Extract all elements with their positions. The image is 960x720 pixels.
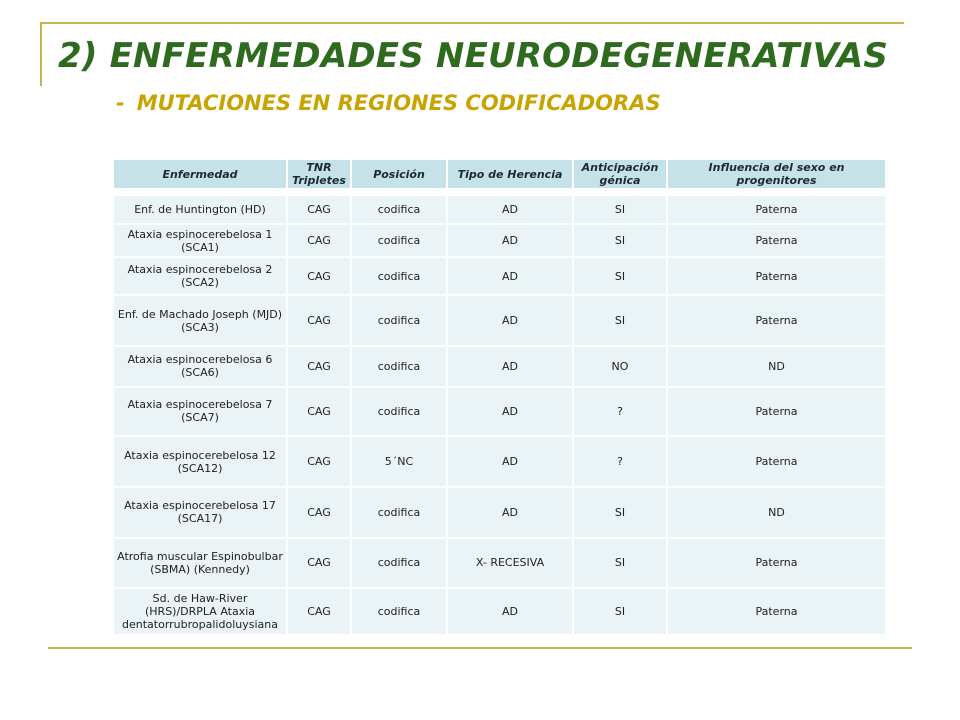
cell-anticipation: SI — [574, 296, 666, 345]
frame-bottom-line — [48, 647, 912, 649]
cell-triplet: CAG — [288, 437, 350, 486]
cell-anticipation: SI — [574, 539, 666, 588]
table-row — [114, 196, 885, 223]
header-anticipacion: Anticipación génica — [574, 160, 666, 188]
cell-parent-sex: Paterna — [668, 225, 885, 255]
cell-triplet: CAG — [288, 258, 350, 295]
header-tipo-herencia: Tipo de Herencia — [448, 160, 572, 188]
subtitle-dash: - — [116, 91, 125, 115]
cell-anticipation: SI — [574, 225, 666, 255]
cell-parent-sex: Paterna — [668, 539, 885, 588]
slide-title: 2) ENFERMEDADES NEURODEGENERATIVAS — [58, 36, 889, 76]
cell-triplet: CAG — [288, 539, 350, 588]
table-row — [114, 296, 885, 345]
cell-disease: Atrofia muscular Espinobulbar (SBMA) (Kennedy) — [114, 539, 286, 588]
slide-subtitle: MUTACIONES EN REGIONES CODIFICADORAS — [136, 91, 661, 115]
table-row — [114, 258, 885, 295]
header-influencia-sexo: Influencia del sexo en progenitores — [668, 160, 885, 188]
cell-position: codifica — [352, 589, 446, 634]
cell-anticipation: SI — [574, 488, 666, 537]
cell-disease: Enf. de Huntington (HD) — [114, 196, 286, 223]
cell-inheritance: AD — [448, 437, 572, 486]
table-row — [114, 347, 885, 386]
cell-parent-sex: Paterna — [668, 388, 885, 436]
cell-parent-sex: Paterna — [668, 296, 885, 345]
cell-inheritance: AD — [448, 589, 572, 634]
table-row — [114, 388, 885, 436]
cell-triplet: CAG — [288, 488, 350, 537]
header-enfermedad: Enfermedad — [114, 160, 286, 188]
slide-subtitle-wrap — [116, 88, 936, 118]
cell-inheritance: AD — [448, 296, 572, 345]
table-row — [114, 225, 885, 255]
cell-disease: Enf. de Machado Joseph (MJD) (SCA3) — [114, 296, 286, 345]
cell-position: codifica — [352, 388, 446, 436]
cell-triplet: CAG — [288, 196, 350, 223]
frame-top-line — [40, 22, 904, 24]
cell-triplet: CAG — [288, 589, 350, 634]
cell-parent-sex: ND — [668, 488, 885, 537]
table-row — [114, 437, 885, 486]
cell-parent-sex: ND — [668, 347, 885, 386]
cell-position: codifica — [352, 196, 446, 223]
frame-left-line — [40, 22, 42, 86]
table-row — [114, 488, 885, 537]
cell-triplet: CAG — [288, 388, 350, 436]
header-posicion: Posición — [352, 160, 446, 188]
cell-anticipation: NO — [574, 347, 666, 386]
table-row — [114, 589, 885, 634]
cell-triplet: CAG — [288, 347, 350, 386]
header-gap — [114, 190, 885, 194]
cell-inheritance: AD — [448, 258, 572, 295]
cell-position: codifica — [352, 347, 446, 386]
header-tnr-tripletes: TNR Tripletes — [288, 160, 350, 188]
disease-table — [112, 158, 887, 636]
cell-parent-sex: Paterna — [668, 437, 885, 486]
cell-parent-sex: Paterna — [668, 258, 885, 295]
cell-disease: Ataxia espinocerebelosa 1 (SCA1) — [114, 225, 286, 255]
cell-triplet: CAG — [288, 225, 350, 255]
cell-triplet: CAG — [288, 296, 350, 345]
cell-disease: Ataxia espinocerebelosa 2 (SCA2) — [114, 258, 286, 295]
cell-position: codifica — [352, 225, 446, 255]
table-header-row — [114, 160, 885, 188]
cell-anticipation: ? — [574, 437, 666, 486]
table-row — [114, 539, 885, 588]
cell-disease: Ataxia espinocerebelosa 12 (SCA12) — [114, 437, 286, 486]
cell-inheritance: AD — [448, 347, 572, 386]
cell-anticipation: SI — [574, 589, 666, 634]
cell-parent-sex: Paterna — [668, 196, 885, 223]
cell-inheritance: AD — [448, 488, 572, 537]
cell-position: codifica — [352, 296, 446, 345]
cell-inheritance: AD — [448, 388, 572, 436]
cell-position: codifica — [352, 258, 446, 295]
cell-disease: Sd. de Haw-River (HRS)/DRPLA Ataxia dentatorrubropalidoluysiana — [114, 589, 286, 634]
cell-disease: Ataxia espinocerebelosa 6 (SCA6) — [114, 347, 286, 386]
cell-position: 5´NC — [352, 437, 446, 486]
cell-anticipation: ? — [574, 388, 666, 436]
cell-position: codifica — [352, 539, 446, 588]
cell-anticipation: SI — [574, 258, 666, 295]
cell-disease: Ataxia espinocerebelosa 7 (SCA7) — [114, 388, 286, 436]
cell-parent-sex: Paterna — [668, 589, 885, 634]
cell-position: codifica — [352, 488, 446, 537]
table-container — [112, 158, 879, 636]
cell-inheritance: AD — [448, 196, 572, 223]
cell-anticipation: SI — [574, 196, 666, 223]
cell-inheritance: X- RECESIVA — [448, 539, 572, 588]
cell-disease: Ataxia espinocerebelosa 17 (SCA17) — [114, 488, 286, 537]
cell-inheritance: AD — [448, 225, 572, 255]
